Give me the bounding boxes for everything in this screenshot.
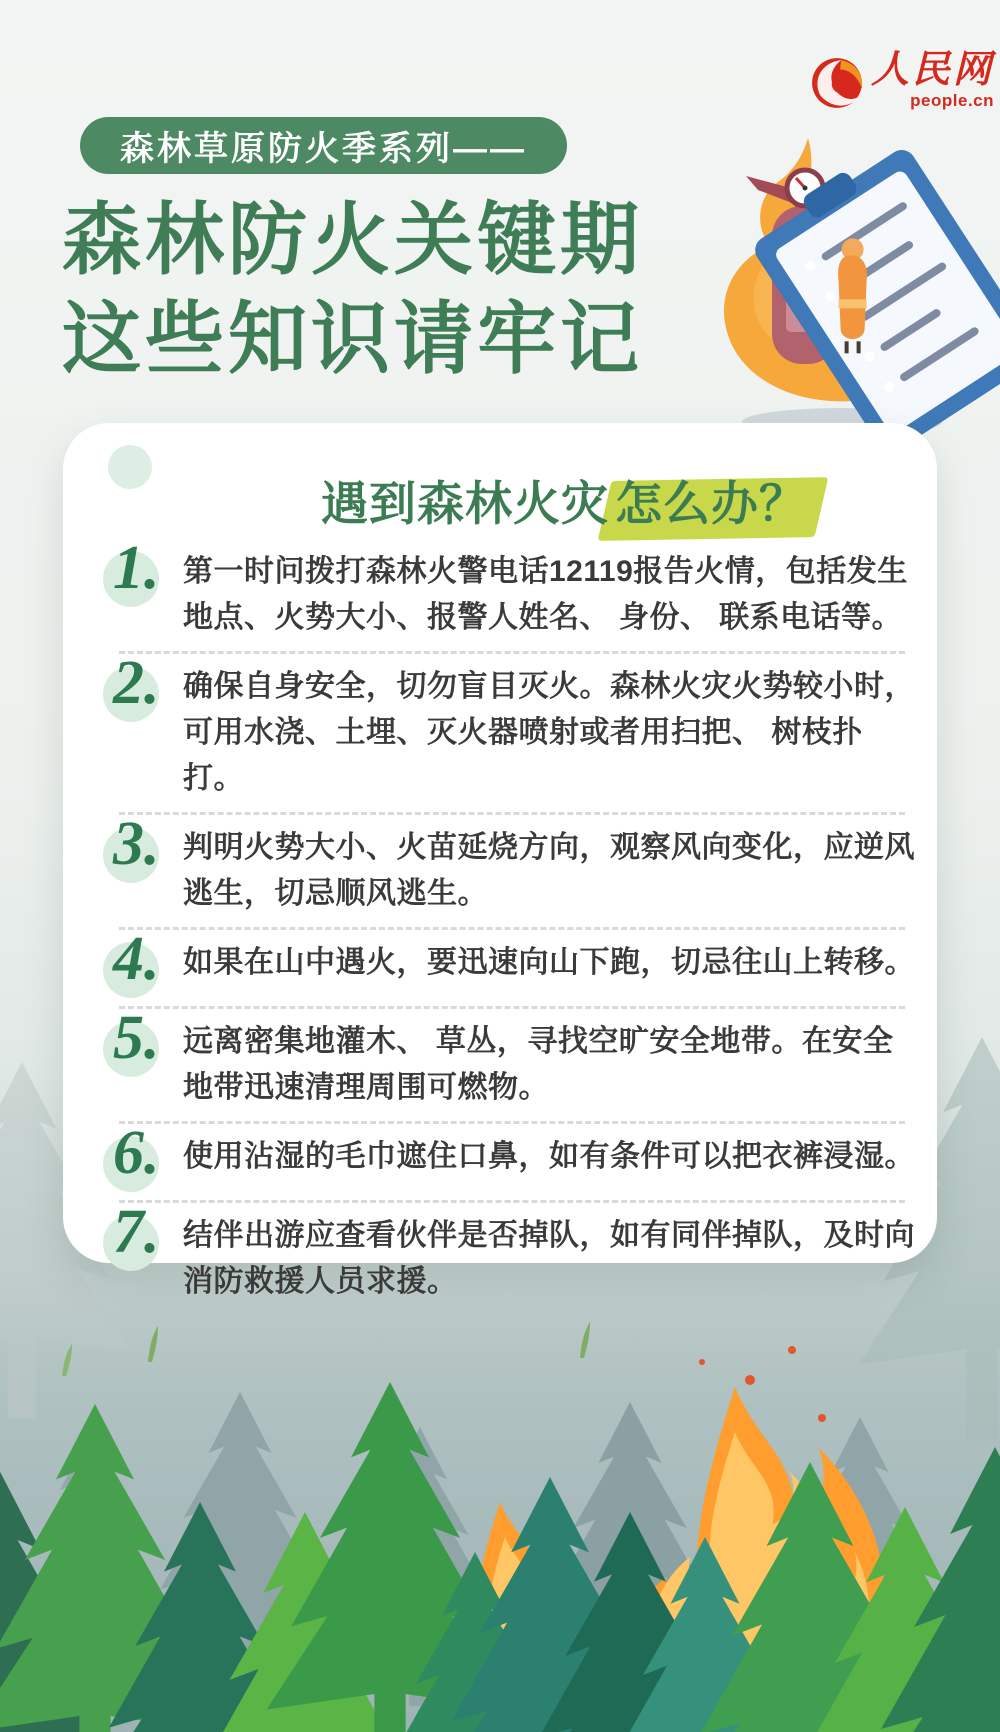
- tip-separator: [119, 1006, 905, 1009]
- tip-separator: [119, 651, 905, 654]
- tip-text: 结伴出游应查看伙伴是否掉队，如有同伴掉队，及时向消防救援人员求援。: [183, 1219, 915, 1298]
- poster-title-line1: 森林防火关键期: [62, 195, 643, 284]
- people-cn-logo: [810, 50, 994, 111]
- heading-highlight: 怎么办？: [609, 467, 823, 534]
- tip-number: 6.: [113, 1119, 160, 1187]
- tip-item-7: [63, 1198, 937, 1313]
- deco-circle: [108, 445, 152, 489]
- people-cn-logo-icon: [810, 56, 864, 110]
- tip-text: 第一时问拨打森林火警电话12119报告火情，包括发生地点、火势大小、报警人姓名、 身份、 联系电话等。: [183, 555, 908, 634]
- tip-item-5: [63, 1004, 937, 1119]
- tip-number-wrap: [97, 1004, 183, 1075]
- tip-number: 2.: [113, 649, 160, 717]
- tip-number-wrap: [97, 810, 183, 881]
- logo-cn-text: 人民网: [871, 49, 995, 91]
- tips-list: [63, 534, 937, 1313]
- section-heading: [321, 467, 823, 534]
- tip-separator: [119, 1200, 905, 1203]
- tip-number-wrap: [97, 1119, 183, 1190]
- tip-item-1: [63, 534, 937, 649]
- tip-number-wrap: [97, 1198, 183, 1269]
- tip-text: 使用沾湿的毛巾遮住口鼻，如有条件可以把衣裤浸湿。: [183, 1140, 915, 1173]
- tip-number: 5.: [113, 1004, 160, 1072]
- poster-title-line2: 这些知识请牢记: [62, 294, 643, 383]
- tip-text: 判明火势大小、火苗延烧方向，观察风向变化，应逆风逃生，切忌顺风逃生。: [183, 831, 915, 910]
- fire-extinguisher-clipboard-illustration: [612, 132, 1000, 437]
- tip-number: 4.: [113, 925, 160, 993]
- tip-separator: [119, 1121, 905, 1124]
- logo-en-text: people.cn: [910, 91, 995, 110]
- tip-text: 如果在山中遇火，要迅速向山下跑，切忌往山上转移。: [183, 946, 915, 979]
- tip-item-3: [63, 810, 937, 925]
- tip-item-4: [63, 925, 937, 1004]
- tip-number: 7.: [113, 1198, 160, 1266]
- section-heading-plain: 遇到森林火灾: [321, 477, 609, 530]
- tip-number: 3.: [113, 810, 160, 878]
- tip-separator: [119, 812, 905, 815]
- series-badge: 森林草原防火季系列——: [80, 117, 567, 174]
- tip-text: 远离密集地灌木、 草丛，寻找空旷安全地带。在安全地带迅速清理周围可燃物。: [183, 1025, 894, 1104]
- tip-text: 确保自身安全，切勿盲目灭火。森林火灾火势较小时，可用水浇、土埋、灭火器喷射或者用扫把、 树枝扑打。: [183, 670, 915, 795]
- tip-number-wrap: [97, 925, 183, 996]
- poster-title: [62, 190, 643, 388]
- tip-number: 1.: [113, 534, 160, 602]
- tip-item-2: [63, 649, 937, 810]
- tip-separator: [119, 927, 905, 930]
- tip-item-6: [63, 1119, 937, 1198]
- tip-number-wrap: [97, 649, 183, 720]
- logo-text-block: [871, 50, 994, 111]
- info-card: [63, 423, 937, 1298]
- tip-number-wrap: [97, 534, 183, 605]
